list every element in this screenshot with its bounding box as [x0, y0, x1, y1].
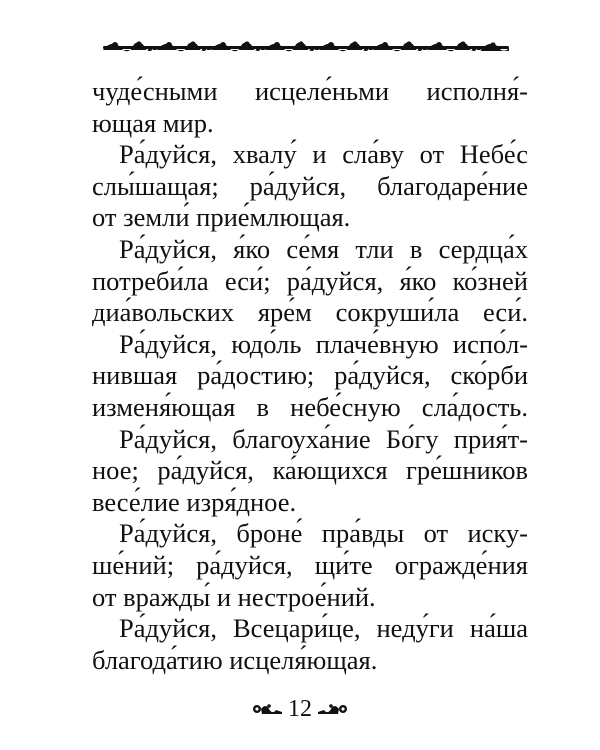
text-line: ше́ний; ра́дуйся, щи́те огражде́ния [92, 549, 528, 580]
text-line: ное; ра́дуйся, ка́ющихся гре́шников [92, 455, 528, 486]
text-line: Ра́дуйся, хвалу́ и сла́ву от Небе́с [119, 139, 528, 170]
text-line: диа́вольских яре́м сокруши́ла еси́. [92, 297, 528, 328]
text-line: чуде́сными исцеле́ньми исполня́- [92, 76, 528, 106]
floral-ornament-right-icon [318, 703, 348, 715]
text-line: Ра́дуйся, броне́ пра́вды от иску- [119, 518, 528, 549]
text-line: ющая мир. [92, 107, 214, 138]
text-line: нившая ра́достию; ра́дуйся, ско́рби [92, 360, 528, 391]
text-line: слы́шащая; ра́дуйся, благодаре́ние [92, 170, 528, 201]
text-line: изменя́ющая в небе́сную сла́дость. [92, 391, 528, 422]
text-line: Ра́дуйся, юдо́ль плаче́вную испо́л- [119, 328, 528, 359]
text-line: Ра́дуйся, благоуха́ние Бо́гу прия́т- [119, 423, 528, 454]
text-line: от вражды́ и нестрое́ний. [92, 581, 376, 612]
text-line: весе́лие изря́дное. [92, 486, 297, 517]
text-line: Ра́дуйся, я́ко се́мя тли в сердца́х [119, 233, 528, 264]
floral-border-ornament-icon [103, 40, 509, 54]
text-line: от земли́ прие́млющая. [92, 202, 351, 233]
text-line: Ра́дуйся, Всецари́це, неду́ги на́ша [119, 613, 528, 644]
text-line: благода́тию исцеля́ющая. [92, 644, 378, 675]
prayer-text [92, 76, 528, 676]
page-number: 12 [288, 696, 312, 722]
text-line: потреби́ла еси́; ра́дуйся, я́ко ко́зней [92, 265, 528, 296]
floral-ornament-left-icon [252, 703, 282, 715]
page-footer [0, 694, 600, 724]
